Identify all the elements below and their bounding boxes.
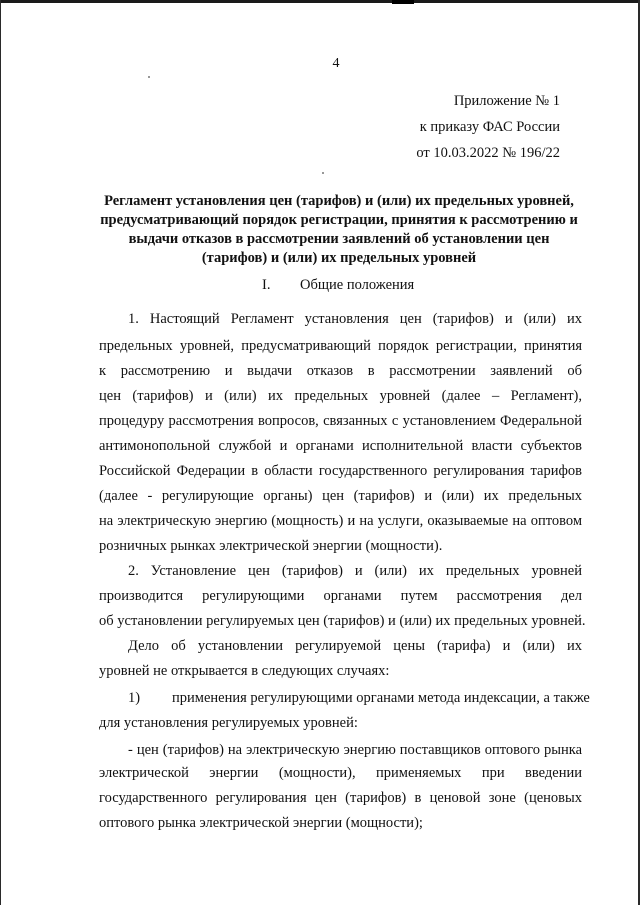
text-line: Российской Федерации в области государственного регулирования тарифов: [99, 463, 582, 479]
text-line: цен (тарифов) и (или) их предельных уровней (далее – Регламент),: [99, 388, 582, 404]
text-line: 1. Настоящий Регламент установления цен (тарифов) и (или) их: [128, 311, 582, 327]
title-line: выдачи отказов в рассмотрении заявлений об установлении цен: [128, 231, 550, 247]
text-line: оптового рынка электрической энергии (мощности);: [99, 815, 423, 831]
text-line: антимонопольной службой и органами исполнительной власти субъектов: [99, 438, 582, 454]
text-line: розничных рынках электрической энергии (мощности).: [99, 538, 443, 554]
appendix-order-line: к приказу ФАС России: [419, 119, 560, 135]
list-item: [128, 689, 590, 707]
appendix-date-line: от 10.03.2022 № 196/22: [416, 145, 560, 161]
page-top-edge: [0, 0, 640, 3]
text-line: процедуру рассмотрения вопросов, связанных с установлением Федеральной: [99, 413, 582, 429]
text-line: уровней не открывается в следующих случаях:: [99, 663, 390, 679]
section-title: Общие положения: [300, 277, 415, 293]
text-line: об установлении регулируемых цен (тарифов) и (или) их предельных уровней.: [99, 613, 586, 629]
appendix-block: [360, 88, 560, 166]
text-line: применения регулирующими органами метода индексации, а также: [172, 690, 590, 706]
text-line: электрической энергии (мощности), применяемых при введении: [99, 765, 582, 781]
scan-speck: [322, 172, 324, 174]
page-left-edge: [0, 0, 1, 905]
title-line: Регламент установления цен (тарифов) и (или) их предельных уровней,: [104, 193, 574, 209]
title-line: (тарифов) и (или) их предельных уровней: [201, 250, 477, 266]
scan-mark: [392, 0, 414, 4]
page-number: 4: [332, 56, 340, 71]
text-line: (далее - регулирующие органы) цен (тарифов) и (или) их предельных: [99, 488, 582, 504]
text-line: государственного регулирования цен (тарифов) в ценовой зоне (ценовых: [99, 790, 582, 806]
text-line: к рассмотрению и выдачи отказов в рассмотрении заявлений об: [99, 363, 582, 379]
text-line: 2. Установление цен (тарифов) и (или) их предельных уровней: [128, 563, 582, 579]
text-line: - цен (тарифов) на электрическую энергию поставщиков оптового рынка: [128, 742, 582, 758]
appendix-line: Приложение № 1: [453, 93, 560, 109]
scan-speck: [148, 76, 150, 78]
item-number: 1): [128, 690, 141, 706]
text-line: для установления регулируемых уровней:: [99, 715, 358, 731]
text-line: на электрическую энергию (мощность) и на услуги, оказываемые на оптовом: [99, 513, 582, 529]
document-title: [96, 192, 582, 268]
title-line: предусматривающий порядок регистрации, принятия к рассмотрению и: [100, 212, 578, 228]
text-line: производится регулирующими органами путем рассмотрения дел: [99, 588, 582, 604]
section-heading: [262, 277, 414, 294]
text-line: Дело об установлении регулируемой цены (тарифа) и (или) их: [128, 638, 582, 654]
section-numeral: I.: [262, 277, 271, 293]
text-line: предельных уровней, предусматривающий порядок регистрации, принятия: [99, 338, 582, 354]
